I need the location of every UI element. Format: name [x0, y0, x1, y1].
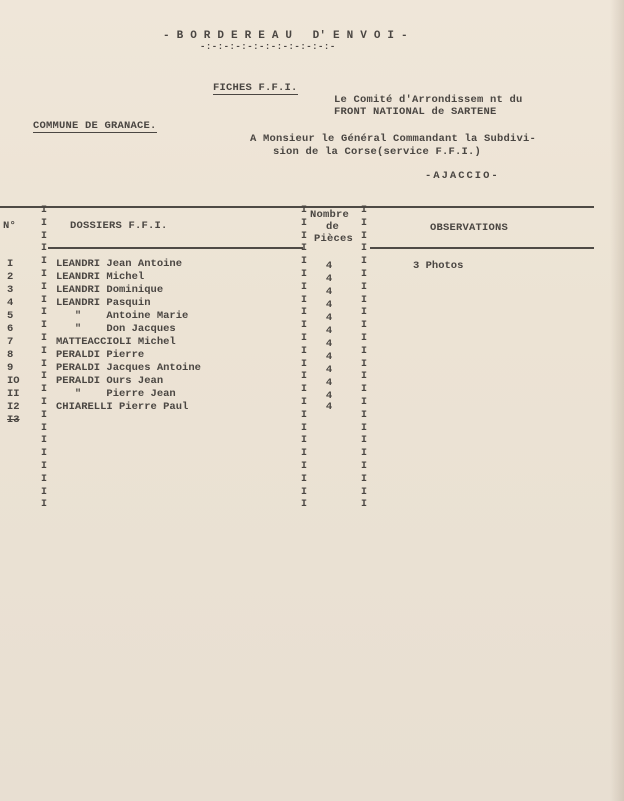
row-piece-count: 4: [325, 390, 333, 402]
column-header-number: N°: [3, 220, 17, 232]
column-header-observations: OBSERVATIONS: [430, 222, 509, 234]
row-number: 9: [7, 362, 14, 374]
recipient-line-2: sion de la Corse(service F.F.I.): [273, 146, 482, 158]
header-bottom-rule-left: [48, 247, 303, 249]
row-number: 5: [7, 310, 14, 322]
page-edge-shadow: [610, 0, 624, 801]
row-piece-count: 4: [325, 273, 333, 285]
subject-line: FICHES F.F.I.: [213, 82, 298, 94]
sender-line-1: Le Comité d'Arrondissem nt du: [334, 94, 523, 106]
row-number: 2: [7, 271, 14, 283]
row-dossier-name: " Pierre Jean: [56, 388, 176, 400]
column-separator-3: I I I I I I I I I I I I I I I I I I I I I I I I: [360, 205, 367, 511]
row-piece-count: 4: [325, 299, 333, 311]
row-observation: 3 Photos: [413, 260, 464, 272]
column-header-dossiers: DOSSIERS F.F.I.: [70, 220, 168, 232]
row-dossier-name: " Don Jacques: [56, 323, 176, 335]
row-dossier-name: PERALDI Ours Jean: [56, 375, 164, 387]
row-piece-count: 4: [325, 286, 333, 298]
row-piece-count: 4: [325, 338, 333, 350]
row-piece-count: 4: [325, 312, 333, 324]
row-number: I2: [7, 401, 20, 413]
commune-heading: COMMUNE DE GRANACE.: [33, 120, 157, 132]
row-number: 8: [7, 349, 14, 361]
recipient-line-1: A Monsieur le Général Commandant la Subdivi-: [250, 133, 537, 145]
row-piece-count: 4: [325, 401, 333, 413]
column-separator-2: I I I I I I I I I I I I I I I I I I I I I I I I: [300, 205, 307, 511]
sender-line-2: FRONT NATIONAL de SARTENE: [334, 106, 497, 118]
row-number: I: [7, 258, 14, 270]
row-piece-count: 4: [325, 260, 333, 272]
row-number: 7: [7, 336, 14, 348]
row-piece-count: 4: [325, 377, 333, 389]
column-header-nombre-3: Pièces: [314, 233, 354, 245]
row-number: II: [7, 388, 20, 400]
document-title: - B O R D E R E A U D' E N V O I -: [163, 30, 408, 42]
row-piece-count: 4: [325, 351, 333, 363]
row-number: 4: [7, 297, 14, 309]
column-header-nombre-1: Nombre: [310, 209, 350, 221]
row-dossier-name: PERALDI Jacques Antoine: [56, 362, 201, 374]
column-separator-1: I I I I I I I I I I I I I I I I I I I I I I I I: [40, 205, 47, 511]
table-top-rule: [0, 206, 594, 208]
row-dossier-name: LEANDRI Dominique: [56, 284, 164, 296]
row-piece-count: 4: [325, 364, 333, 376]
row-dossier-name: " Antoine Marie: [56, 310, 189, 322]
header-bottom-rule-right: [370, 247, 594, 249]
row-number: IO: [7, 375, 20, 387]
row-dossier-name: PERALDI Pierre: [56, 349, 145, 361]
row-dossier-name: MATTEACCIOLI Michel: [56, 336, 176, 348]
row-dossier-name: CHIARELLI Pierre Paul: [56, 401, 189, 413]
row-dossier-name: LEANDRI Pasquin: [56, 297, 151, 309]
row-number-struck: I3: [7, 414, 20, 426]
row-number: 3: [7, 284, 14, 296]
row-piece-count: 4: [325, 325, 333, 337]
title-ornament: -:-:-:-:-:-:-:-:-:-:-:-: [200, 42, 336, 52]
row-dossier-name: LEANDRI Jean Antoine: [56, 258, 183, 270]
destination-city: -AJACCIO-: [425, 170, 500, 182]
column-header-nombre-2: de: [326, 221, 340, 233]
row-number: 6: [7, 323, 14, 335]
row-dossier-name: LEANDRI Michel: [56, 271, 145, 283]
